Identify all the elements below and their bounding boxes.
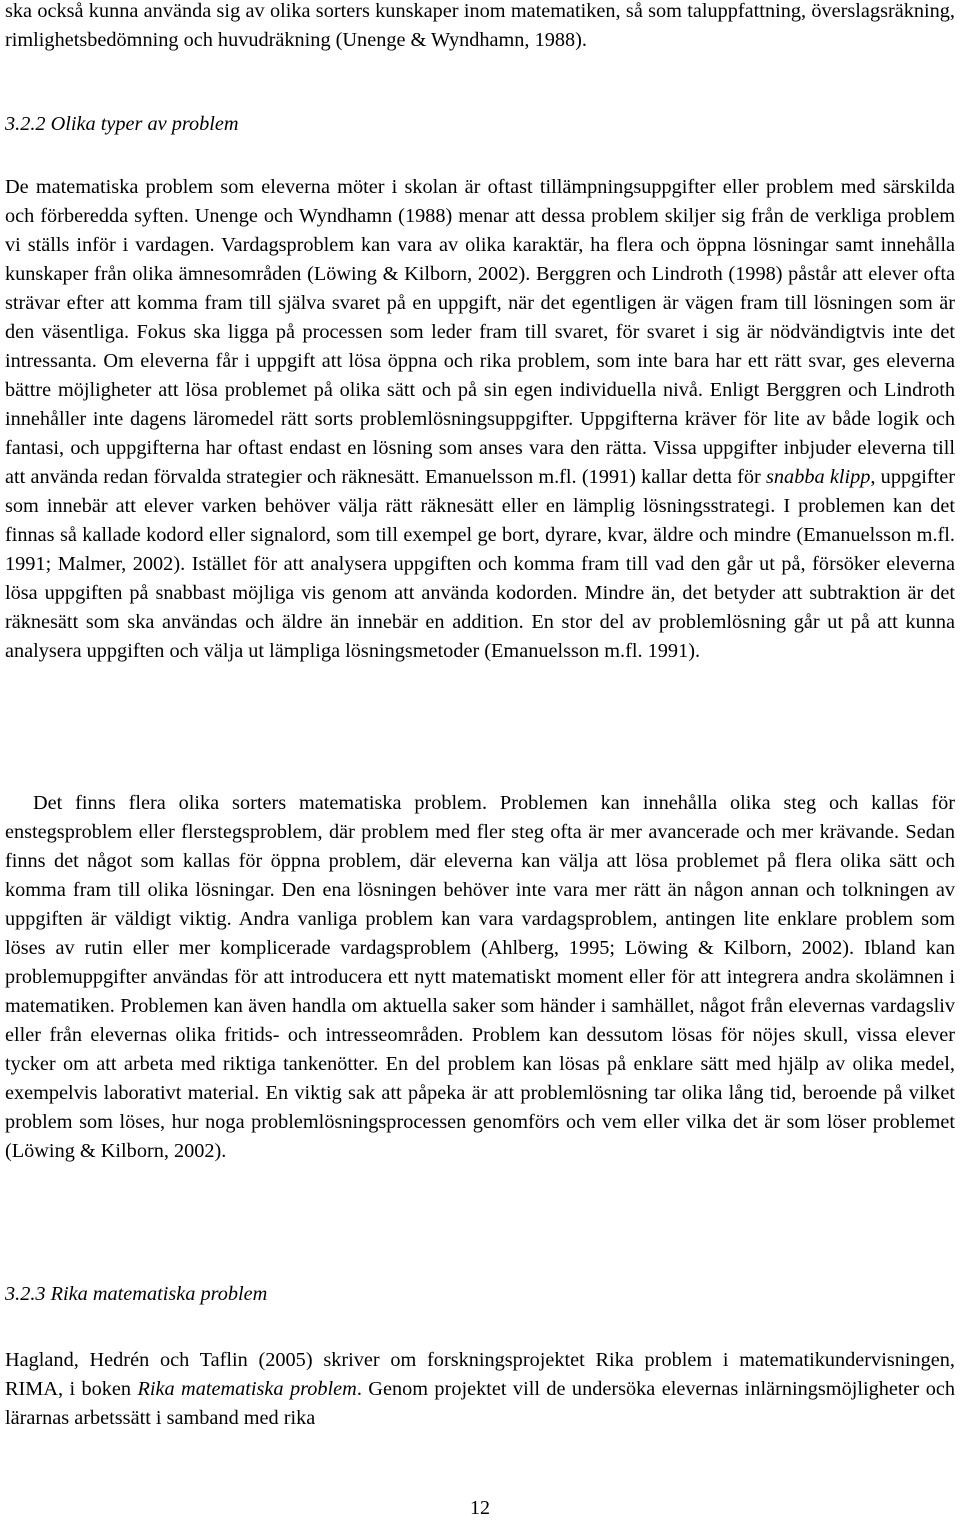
italic-book-title: Rika matematiska problem [137,1378,357,1400]
page-number: 12 [470,1497,490,1519]
paragraph-problem-types-text-2: , uppgifter som innebär att elever varken behöver välja rätt räknesätt eller en lämplig lösningsstrategi. I problemen kan det finnas så kallade kodord eller signalord, som till exempel ge bort, dyrare, kvar, äldre och mindre (Emanuelsson m.fl. 1991; Malmer, 2002). Istället för att analysera uppgiften och komma fram till vad den går ut på, försöker eleverna lösa uppgiften på snabbast möjliga vis genom att använda kodorden. Mindre än, det betyder att subtraktion är det räknesätt som ska användas och äldre än innebär en addition. En stor del av problemlösning går ut på att kunna analysera uppgiften och välja ut lämpliga lösningsmetoder (Emanuelsson m.fl. 1991). [5,466,956,662]
italic-term-snabba-klipp: snabba klipp [766,466,871,488]
paragraph-problem-types [5,173,955,666]
paragraph-problem-kinds: Det finns flera olika sorters matematiska problem. Problemen kan innehålla olika steg och kallas för enstegsproblem eller flerstegsproblem, där problem med fler steg ofta är mer avancerade och mer krävande. Sedan finns det något som kallas för öppna problem, där eleverna kan välja att lösa problemet på flera olika sätt och komma fram till olika lösningar. Den ena lösningen behöver inte vara mer rätt än någon annan och tolkningen av uppgiften är väldigt viktig. Andra vanliga problem kan vara vardagsproblem, antingen lite enklare problem som löses av rutin eller mer komplicerade vardagsproblem (Ahlberg, 1995; Löwing & Kilborn, 2002). Ibland kan problemuppgifter användas för att introducera ett nytt matematiskt moment eller för att integrera andra skolämnen i matematiken. Problemen kan även handla om aktuella saker som händer i samhället, något från elevernas vardagsliv eller från elevernas olika fritids- och intresseområden. Problem kan dessutom lösas för nöjes skull, vissa elever tycker om att arbeta med riktiga tankenötter. En del problem kan lösas på enklare sätt med hjälp av olika medel, exempelvis laborativt material. En viktig sak att påpeka är att problemlösning tar olika lång tid, beroende på vilket problem som löses, hur noga problemlösningsprocessen genomförs och vem eller vilka det är som löser problemet (Löwing & Kilborn, 2002). [5,792,955,1162]
intro-paragraph: ska också kunna använda sig av olika sorters kunskaper inom matematiken, så som taluppfattning, överslagsräkning, rimlighetsbedömning och huvudräkning (Unenge & Wyndhamn, 1988). [5,0,955,51]
section-heading-323: 3.2.3 Rika matematiska problem [5,1283,268,1305]
paragraph-rima-text-1: Hagland, Hedrén och Taflin (2005) skriver om forskningsprojektet Rika problem i matematikundervisningen, RIMA, i boken [5,1349,955,1400]
paragraph-problem-types-text-1: De matematiska problem som eleverna möter i skolan är oftast tillämpningsuppgifter eller problem med särskilda och förberedda syften. Unenge och Wyndhamn (1988) menar att dessa problem skiljer sig från de verkliga problem vi ställs inför i vardagen. Vardagsproblem kan vara av olika karaktär, ha flera och öppna lösningar samt innehålla kunskaper från olika ämnesområden (Löwing & Kilborn, 2002). Berggren och Lindroth (1998) påstår att elever ofta strävar efter att komma fram till själva svaret på en uppgift, när det egentligen är vägen fram till lösningen som är den väsentliga. Fokus ska ligga på processen som leder fram till svaret, för svaret i sig är nödvändigtvis inte det intressanta. Om eleverna får i uppgift att lösa öppna och rika problem, som inte bara har ett rätt svar, ges eleverna bättre möjligheter att lösa problemet på olika sätt och på sin egen individuella nivå. Enligt Berggren och Lindroth innehåller inte dagens läromedel rätt sorts problemlösningsuppgifter. Uppgifterna kräver för lite av både logik och fantasi, och uppgifterna har oftast endast en lösning som anses vara den rätta. Vissa uppgifter inbjuder eleverna till att använda redan förvalda strategier och räknesätt. Emanuelsson m.fl. (1991) kallar detta för [5,176,955,488]
paragraph-rima [5,1346,955,1433]
paragraph-rima-text-2: . Genom projektet vill de undersöka elevernas inlärningsmöjligheter och lärarnas arbetssätt i samband med rika [5,1378,955,1429]
section-heading-322: 3.2.2 Olika typer av problem [5,113,239,135]
